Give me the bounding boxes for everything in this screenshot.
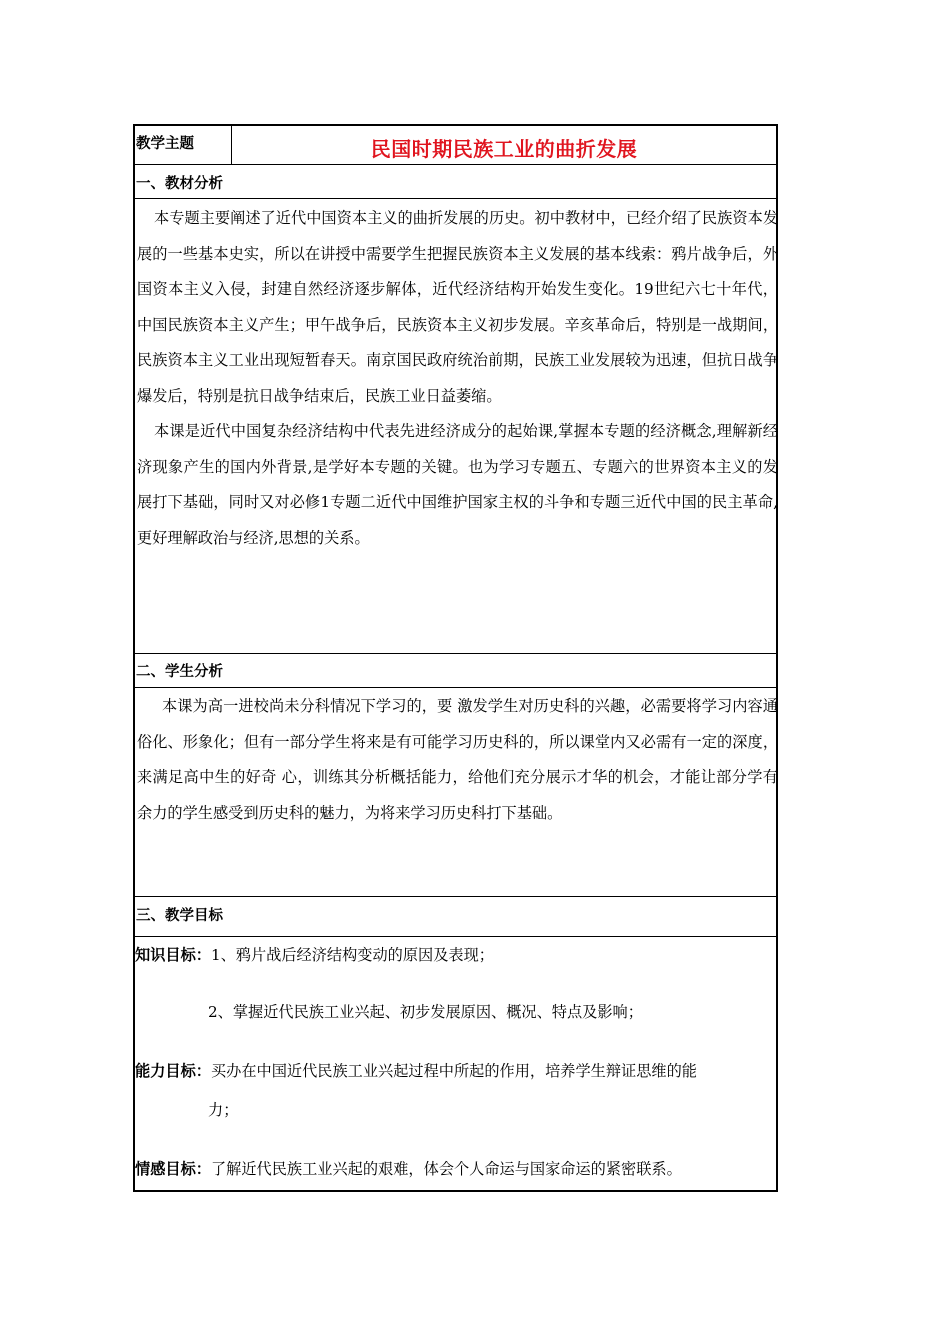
row-divider — [135, 936, 776, 937]
row-divider — [135, 896, 776, 897]
row-divider — [135, 198, 776, 199]
ability-goal-text-cont: 力； — [208, 1101, 239, 1119]
knowledge-goal-item-2: 2、掌握近代民族工业兴起、初步发展原因、概况、特点及影响； — [208, 1003, 643, 1021]
paragraph: 本专题主要阐述了近代中国资本主义的曲折发展的历史。初中教材中，已经介绍了民族资本发展的一些基本史实，所以在讲授中需要学生把握民族资本主义发展的基本线索：鸦片战争后，外国资本主义入侵，封建自然经济逐步解体，近代经济结构开始发生变化。19世纪六七十年代，中国民族资本主义产生；甲午战争后，民族资本主义初步发展。辛亥革命后，特别是一战期间，民族资本主义工业出现短暂春天。南京国民政府统治前期，民族工业发展较为迅速，但抗日战争爆发后，特别是抗日战争结束后，民族工业日益萎缩。 — [137, 209, 778, 405]
page-title: 民国时期民族工业的曲折发展 — [370, 137, 638, 161]
row-divider — [135, 164, 776, 165]
emotion-goal-text: 了解近代民族工业兴起的艰难，体会个人命运与国家命运的紧密联系。 — [210, 1160, 682, 1178]
paragraph: 本课为高一进校尚未分科情况下学习的，要 激发学生对历史科的兴趣，必需要将学习内容通俗化、形象化；但有一部分学生将来是有可能学习历史科的，所以课堂内又必需有一定的深度，来满足高中生的好奇 心，训练其分析概括能力，给他们充分展示才华的机会，才能让部分学有余力的学生感受到历史科的魅力，为将来学习历史科打下基础。 — [137, 697, 778, 822]
emotion-goal-label: 情感目标： — [135, 1160, 211, 1178]
ability-goal-label: 能力目标： — [135, 1062, 211, 1080]
section-heading-textbook-analysis: 一、教材分析 — [136, 176, 223, 192]
row-divider — [135, 687, 776, 688]
knowledge-goal-label: 知识目标： — [135, 946, 211, 964]
ability-goal — [135, 1060, 697, 1081]
section-heading-student-analysis: 二、学生分析 — [136, 664, 223, 680]
paragraph: 本课是近代中国复杂经济结构中代表先进经济成分的起始课,掌握本专题的经济概念,理解新经济现象产生的国内外背景,是学好本专题的关键。也为学习专题五、专题六的世界资本主义的发展打下基础，同时又对必修1专题二近代中国维护国家主权的斗争和专题三近代中国的民主革命,更好理解政治与经济,思想的关系。 — [137, 422, 778, 547]
student-analysis-text — [137, 689, 778, 831]
topic-label: 教学主题 — [136, 136, 194, 152]
emotion-goal — [135, 1158, 682, 1179]
textbook-analysis-text — [137, 201, 778, 556]
knowledge-goal-item-1: 1、鸦片战后经济结构变动的原因及表现； — [210, 946, 494, 964]
knowledge-goal — [135, 944, 494, 965]
ability-goal-text: 买办在中国近代民族工业兴起过程中所起的作用，培养学生辩证思维的能 — [210, 1062, 697, 1080]
section-heading-teaching-goals: 三、教学目标 — [136, 908, 223, 924]
lesson-plan-table — [133, 124, 778, 1192]
row-divider — [135, 653, 776, 654]
